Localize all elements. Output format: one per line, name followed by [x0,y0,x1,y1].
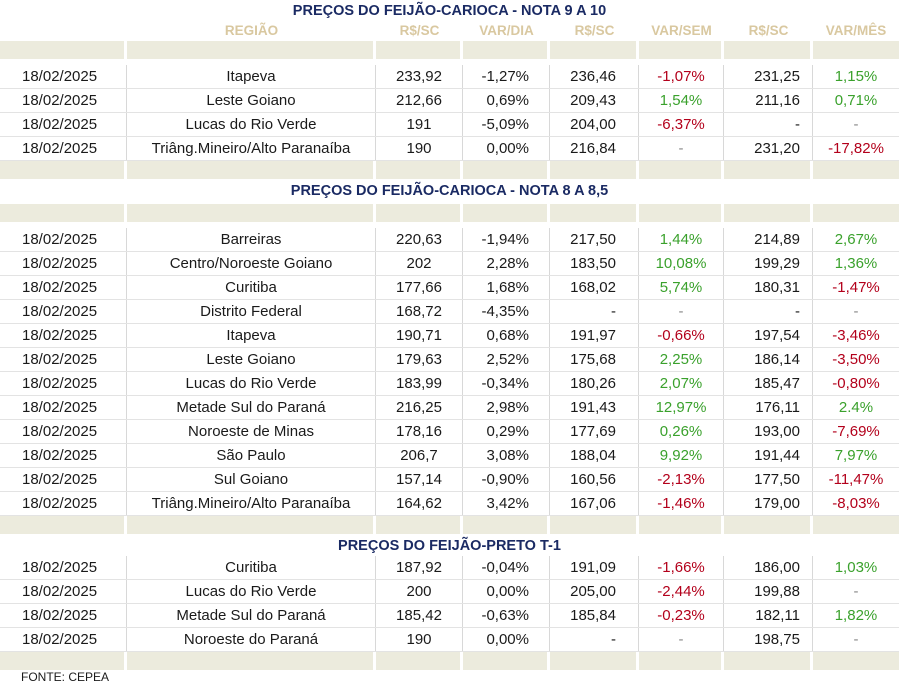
cell-var-week: -6,37% [639,113,724,136]
cell-var-day: -0,04% [463,556,550,579]
cell-price-day: 212,66 [376,89,463,112]
cell-region: Curitiba [127,556,376,579]
cell-price-month: 198,75 [724,628,813,651]
cell-date: 18/02/2025 [0,137,127,160]
cell-price-week: - [550,628,639,651]
cell-var-month: 0,71% [834,92,878,109]
cell-var-month: - [853,116,859,133]
header-var-month: VAR/MÊS [825,23,887,38]
table-row [0,580,899,604]
cell-price-month: 199,88 [724,580,813,603]
cell-price-week: 209,43 [550,89,639,112]
cell-region: Itapeva [127,324,376,347]
section-rows [0,556,899,652]
cell-var-day: -0,90% [463,468,550,491]
cell-var-month: -17,82% [828,140,884,157]
cell-var-day: 2,28% [463,252,550,275]
cell-price-month: 214,89 [724,228,813,251]
cell-price-week: 168,02 [550,276,639,299]
section-title: PREÇOS DO FEIJÃO-PRETO T-1 [338,538,561,554]
header-regiao: REGIÃO [224,23,279,38]
cell-var-day: 2,98% [463,396,550,419]
cell-price-week: 205,00 [550,580,639,603]
cell-var-month: 1,03% [834,559,878,576]
cell-region: Triâng.Mineiro/Alto Paranaíba [127,492,376,515]
cell-price-day: 190 [376,137,463,160]
cell-var-week: -2,13% [639,468,724,491]
cell-price-day: 179,63 [376,348,463,371]
cell-region: Leste Goiano [127,348,376,371]
cell-price-month: 211,16 [724,89,813,112]
cell-price-day: 178,16 [376,420,463,443]
cell-region: Distrito Federal [127,300,376,323]
header-band [0,204,899,222]
cell-var-day: -1,27% [463,65,550,88]
cell-var-day: 2,52% [463,348,550,371]
cell-var-month: -3,50% [832,351,880,368]
cell-price-month: 199,29 [724,252,813,275]
cell-region: Lucas do Rio Verde [127,372,376,395]
table-header [0,20,899,41]
cell-date: 18/02/2025 [0,65,127,88]
header-price-week: R$/SC [574,23,615,38]
cell-price-week: 177,69 [550,420,639,443]
cell-price-month: 231,25 [724,65,813,88]
cell-price-week: 236,46 [550,65,639,88]
table-row [0,468,899,492]
table-row [0,252,899,276]
cell-var-month: - [853,303,859,320]
header-price-month: R$/SC [748,23,789,38]
cell-var-month: 1,82% [834,607,878,624]
cell-price-month: 179,00 [724,492,813,515]
cell-price-month: 191,44 [724,444,813,467]
cell-price-day: 187,92 [376,556,463,579]
cell-region: Centro/Noroeste Goiano [127,252,376,275]
section-band [0,652,899,670]
cell-var-day: -1,94% [463,228,550,251]
table-row [0,300,899,324]
cell-var-week: 10,08% [639,252,724,275]
cell-var-month: -0,80% [832,375,880,392]
cell-price-week: 175,68 [550,348,639,371]
cell-price-month: 185,47 [724,372,813,395]
cell-price-week: 188,04 [550,444,639,467]
cell-date: 18/02/2025 [0,444,127,467]
cell-price-week: 204,00 [550,113,639,136]
section-title: PREÇOS DO FEIJÃO-CARIOCA - NOTA 9 A 10 [292,3,607,19]
cell-price-week: 216,84 [550,137,639,160]
cell-price-week: 167,06 [550,492,639,515]
cell-price-month: 231,20 [724,137,813,160]
table-row [0,604,899,628]
cell-price-month: 176,11 [724,396,813,419]
cell-var-month: - [853,583,859,600]
table-row [0,396,899,420]
table-row [0,372,899,396]
cell-price-month: - [724,113,813,136]
cell-date: 18/02/2025 [0,348,127,371]
table-row [0,113,899,137]
header-price-day: R$/SC [399,23,440,38]
cell-price-week: 185,84 [550,604,639,627]
cell-region: Sul Goiano [127,468,376,491]
cell-region: Lucas do Rio Verde [127,113,376,136]
cell-var-day: -0,34% [463,372,550,395]
cell-var-day: 3,08% [463,444,550,467]
cell-var-month: 1,15% [834,68,878,85]
table-row [0,65,899,89]
cell-price-day: 190 [376,628,463,651]
cell-price-day: 185,42 [376,604,463,627]
source-footer: FONTE: CEPEA [21,670,110,684]
cell-var-week: -1,46% [639,492,724,515]
cell-var-day: 0,29% [463,420,550,443]
cell-region: Barreiras [127,228,376,251]
table-row [0,324,899,348]
table-row [0,228,899,252]
cell-price-day: 220,63 [376,228,463,251]
header-band [0,41,899,59]
cell-var-week: - [639,137,724,160]
cell-region: Metade Sul do Paraná [127,396,376,419]
cell-var-day: 0,00% [463,580,550,603]
cell-price-day: 164,62 [376,492,463,515]
cell-var-day: 0,00% [463,137,550,160]
cell-date: 18/02/2025 [0,276,127,299]
cell-region: Triâng.Mineiro/Alto Paranaíba [127,137,376,160]
cell-date: 18/02/2025 [0,372,127,395]
cell-date: 18/02/2025 [0,396,127,419]
cell-price-week: - [550,300,639,323]
table-row [0,276,899,300]
section-band [0,516,899,534]
cell-price-week: 183,50 [550,252,639,275]
cell-region: Leste Goiano [127,89,376,112]
table-row [0,137,899,161]
cell-var-month: -1,47% [832,279,880,296]
cell-price-day: 202 [376,252,463,275]
cell-price-day: 233,92 [376,65,463,88]
cell-region: Lucas do Rio Verde [127,580,376,603]
cell-var-month: -11,47% [828,471,884,488]
cell-var-month: -3,46% [832,327,880,344]
cell-date: 18/02/2025 [0,89,127,112]
cell-price-month: 177,50 [724,468,813,491]
cell-price-week: 191,09 [550,556,639,579]
table-row [0,420,899,444]
cell-var-week: -2,44% [639,580,724,603]
section-title: PREÇOS DO FEIJÃO-CARIOCA - NOTA 8 A 8,5 [290,183,609,199]
cell-var-week: 2,25% [639,348,724,371]
cell-var-month: -7,69% [832,423,880,440]
cell-price-day: 177,66 [376,276,463,299]
header-var-day: VAR/DIA [479,23,534,38]
cell-price-day: 191 [376,113,463,136]
cell-var-day: 1,68% [463,276,550,299]
cell-var-week: - [639,628,724,651]
cell-price-week: 180,26 [550,372,639,395]
cell-price-month: 193,00 [724,420,813,443]
cell-var-month: 2.4% [838,399,874,416]
cell-price-week: 217,50 [550,228,639,251]
cell-date: 18/02/2025 [0,252,127,275]
cell-price-week: 160,56 [550,468,639,491]
cell-region: Itapeva [127,65,376,88]
cell-var-week: -1,66% [639,556,724,579]
section-rows [0,228,899,516]
cell-region: Metade Sul do Paraná [127,604,376,627]
table-row [0,556,899,580]
cell-date: 18/02/2025 [0,556,127,579]
cell-var-day: -5,09% [463,113,550,136]
cell-price-day: 168,72 [376,300,463,323]
cell-var-day: 3,42% [463,492,550,515]
cell-var-week: 0,26% [639,420,724,443]
cell-var-week: -0,66% [639,324,724,347]
cell-var-day: -0,63% [463,604,550,627]
table-row [0,628,899,652]
cell-var-week: 9,92% [639,444,724,467]
cell-var-week: -1,07% [639,65,724,88]
cell-price-month: 186,14 [724,348,813,371]
header-var-week: VAR/SEM [651,23,712,38]
cell-price-month: 197,54 [724,324,813,347]
cell-var-week: 12,97% [639,396,724,419]
cell-var-day: 0,00% [463,628,550,651]
cell-var-month: - [853,631,859,648]
cell-var-month: 2,67% [834,231,878,248]
cell-price-day: 216,25 [376,396,463,419]
cell-var-month: -8,03% [832,495,880,512]
cell-price-week: 191,43 [550,396,639,419]
cell-var-week: 1,54% [639,89,724,112]
cell-var-week: - [639,300,724,323]
cell-date: 18/02/2025 [0,492,127,515]
cell-price-month: 182,11 [724,604,813,627]
cell-var-day: -4,35% [463,300,550,323]
cell-date: 18/02/2025 [0,420,127,443]
cell-var-week: 5,74% [639,276,724,299]
cell-price-day: 200 [376,580,463,603]
cell-var-month: 7,97% [834,447,878,464]
header-date [0,20,127,41]
cell-date: 18/02/2025 [0,604,127,627]
section-band [0,161,899,179]
table-row [0,444,899,468]
cell-date: 18/02/2025 [0,324,127,347]
cell-region: Noroeste de Minas [127,420,376,443]
table-row [0,492,899,516]
table-row [0,348,899,372]
cell-var-month: 1,36% [834,255,878,272]
table-row [0,89,899,113]
cell-var-day: 0,68% [463,324,550,347]
cell-price-day: 157,14 [376,468,463,491]
cell-price-month: 186,00 [724,556,813,579]
cell-var-week: 2,07% [639,372,724,395]
cell-price-month: - [724,300,813,323]
cell-date: 18/02/2025 [0,228,127,251]
cell-var-day: 0,69% [463,89,550,112]
cell-price-day: 190,71 [376,324,463,347]
cell-price-day: 183,99 [376,372,463,395]
cell-price-day: 206,7 [376,444,463,467]
cell-var-week: 1,44% [639,228,724,251]
cell-date: 18/02/2025 [0,580,127,603]
section-rows [0,65,899,161]
cell-region: São Paulo [127,444,376,467]
cell-price-week: 191,97 [550,324,639,347]
cell-date: 18/02/2025 [0,113,127,136]
cell-var-week: -0,23% [639,604,724,627]
cell-date: 18/02/2025 [0,300,127,323]
cell-region: Curitiba [127,276,376,299]
cell-date: 18/02/2025 [0,628,127,651]
cell-date: 18/02/2025 [0,468,127,491]
cell-price-month: 180,31 [724,276,813,299]
cell-region: Noroeste do Paraná [127,628,376,651]
